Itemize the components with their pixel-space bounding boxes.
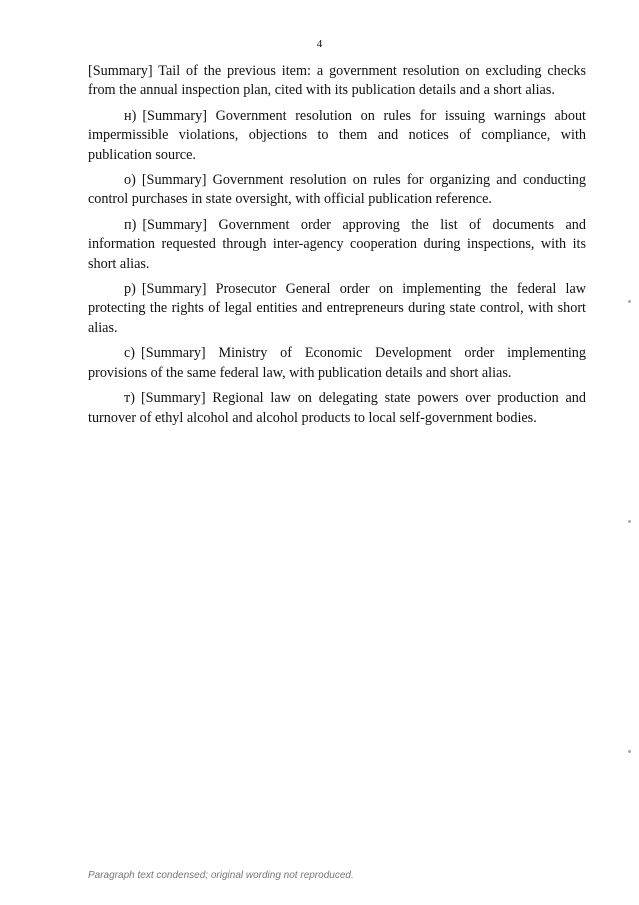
paragraph-text: [Summary] Regional law on delegating state powers over production and turnover of ethyl alcohol and alcohol products to local self-government bodies. <box>88 390 586 426</box>
page-number: 4 <box>316 38 323 50</box>
paragraph-text: [Summary] Ministry of Economic Development order implementing provisions of the same federal law, with publication details and short alias. <box>88 345 586 381</box>
list-letter: р) <box>124 281 136 298</box>
list-letter: н) <box>124 107 137 124</box>
paragraph <box>88 107 586 165</box>
paragraph <box>88 62 586 101</box>
scan-dot <box>628 520 631 523</box>
paragraph <box>88 344 586 383</box>
paragraph <box>88 389 586 428</box>
scan-dot <box>628 750 631 753</box>
list-letter: т) <box>124 390 135 407</box>
paragraph-text: [Summary] Tail of the previous item: a government resolution on excluding checks from the annual inspection plan, cited with its publication details and a short alias. <box>88 63 586 99</box>
condensed-note: Paragraph text condensed; original wording not reproduced. <box>88 870 354 881</box>
paragraph-text: [Summary] Government resolution on rules for issuing warnings about impermissible violations, objections to them and notices of compliance, with publication source. <box>88 107 586 163</box>
list-letter: о) <box>124 172 136 189</box>
scan-dot <box>628 300 631 303</box>
list-letter: с) <box>124 345 136 362</box>
paragraph-text: [Summary] Prosecutor General order on implementing the federal law protecting the rights of legal entities and entrepreneurs during state control, with short alias. <box>88 281 586 336</box>
document-body <box>88 62 586 434</box>
paragraph <box>88 280 586 338</box>
paragraph-text: [Summary] Government resolution on rules for organizing and conducting control purchases in state oversight, with official publication reference. <box>88 172 586 208</box>
paragraph-text: [Summary] Government order approving the list of documents and information requested through inter-agency cooperation during inspections, with its short alias. <box>88 216 586 272</box>
paragraph <box>88 216 586 274</box>
list-letter: п) <box>124 216 137 233</box>
paragraph <box>88 171 586 210</box>
